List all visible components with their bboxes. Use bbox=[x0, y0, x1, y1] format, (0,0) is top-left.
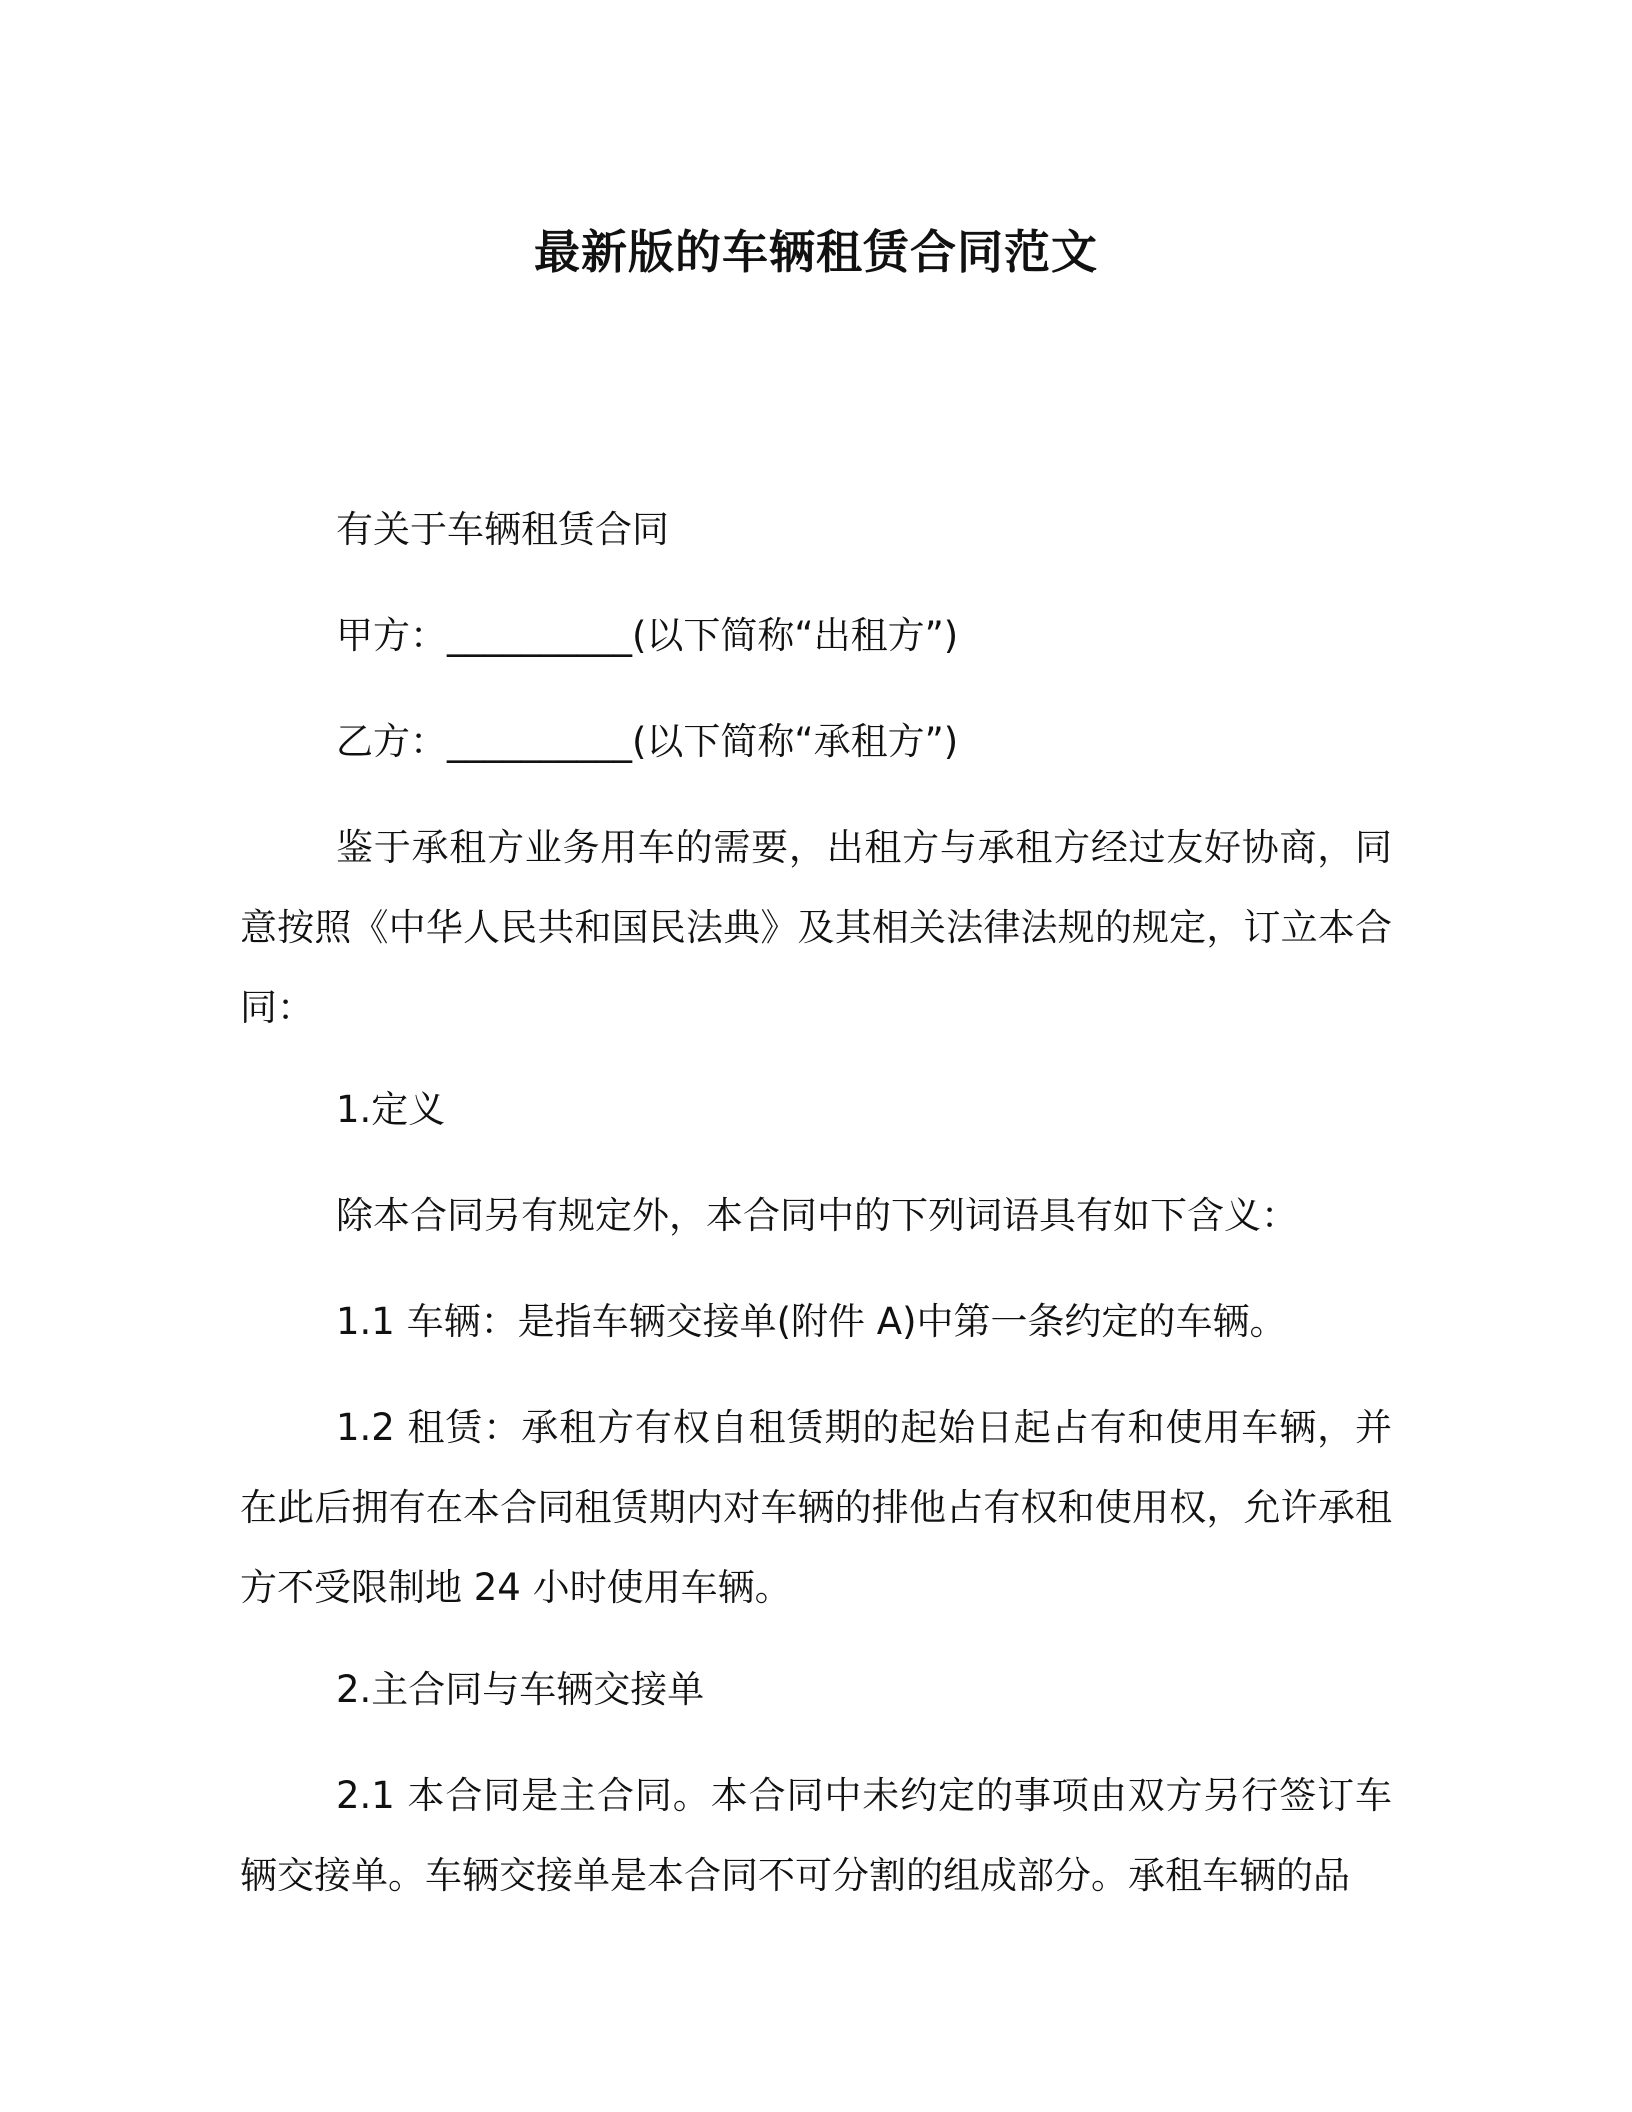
preamble-paragraph: 鉴于承租方业务用车的需要，出租方与承租方经过友好协商，同意按照《中华人民共和国民法典》及其相关法律法规的规定，订立本合同： bbox=[240, 826, 1392, 1029]
document-body bbox=[240, 490, 1392, 1942]
contract-heading: 有关于车辆租赁合同 bbox=[336, 508, 669, 551]
party-a-line: 甲方：__________(以下简称“出租方”) bbox=[336, 614, 959, 657]
definitions-intro: 除本合同另有规定外，本合同中的下列词语具有如下含义： bbox=[336, 1194, 1298, 1237]
clause-2-1: 2.1 本合同是主合同。本合同中未约定的事项由双方另行签订车辆交接单。车辆交接单是本合同不可分割的组成部分。承租车辆的品 bbox=[240, 1774, 1392, 1897]
section-1-heading: 1.定义 bbox=[336, 1088, 446, 1131]
document-title: 最新版的车辆租赁合同范文 bbox=[534, 225, 1098, 279]
clause-1-2: 1.2 租赁：承租方有权自租赁期的起始日起占有和使用车辆，并在此后拥有在本合同租赁期内对车辆的排他占有权和使用权，允许承租方不受限制地 24 小时使用车辆。 bbox=[240, 1406, 1392, 1609]
section-2-heading: 2.主合同与车辆交接单 bbox=[336, 1668, 705, 1711]
party-b-line: 乙方：__________(以下简称“承租方”) bbox=[336, 720, 959, 763]
clause-1-1: 1.1 车辆：是指车辆交接单(附件 A)中第一条约定的车辆。 bbox=[336, 1300, 1287, 1343]
